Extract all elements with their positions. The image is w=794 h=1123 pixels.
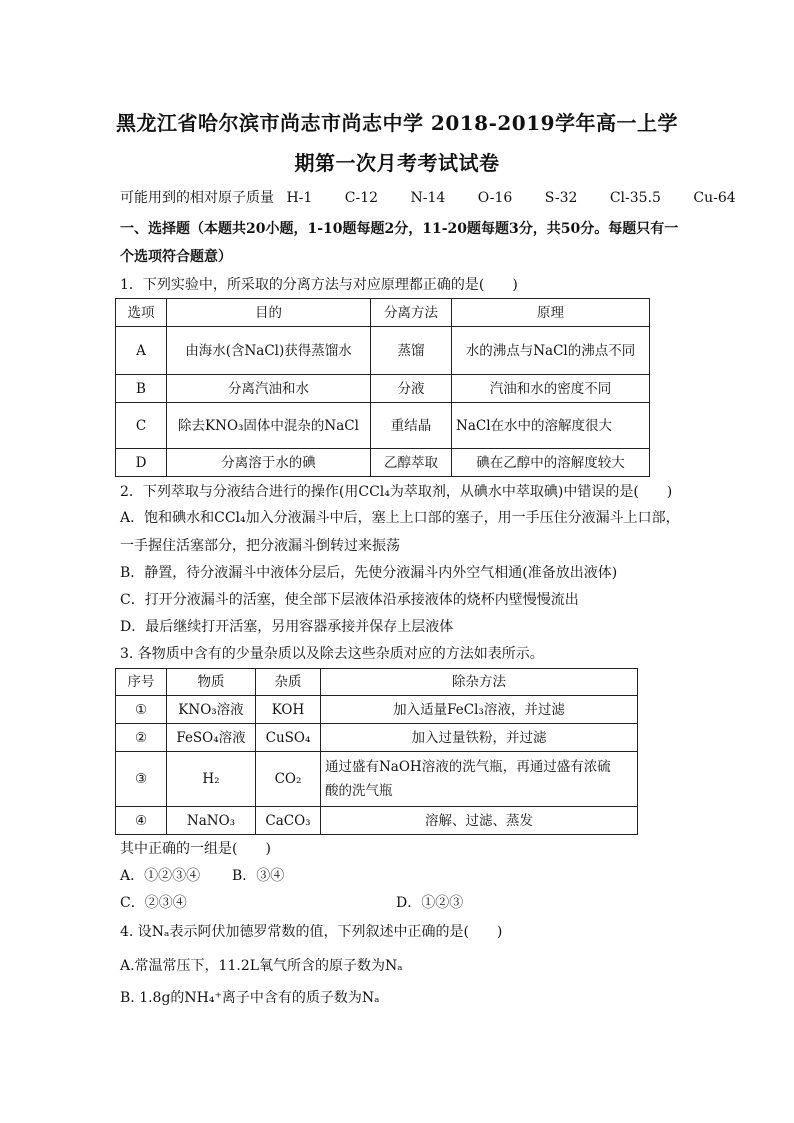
question-1-stem: 1．下列实验中，所采取的分离方法与对应原理都正确的是( ): [120, 277, 518, 293]
question-3-follow: 其中正确的一组是( ): [120, 841, 271, 857]
table-cell: H₂: [167, 752, 256, 807]
atomic-mass-item: S-32: [544, 190, 578, 206]
table-header-cell: 分离方法: [371, 299, 452, 327]
table-cell: NaCl在水中的溶解度很大: [452, 403, 650, 449]
atomic-mass-item: Cu-64: [693, 190, 736, 206]
table-cell: 溶解、过滤、蒸发: [321, 807, 638, 835]
table-cell: CuSO₄: [256, 724, 321, 752]
question-1-table: [115, 298, 650, 477]
table-cell: ④: [116, 807, 167, 835]
table-row: [116, 449, 650, 477]
table-cell: D: [116, 449, 167, 477]
question-4-stem: 4. 设Nₐ表示阿伏加德罗常数的值，下列叙述中正确的是( ): [120, 924, 503, 940]
table-cell: 乙醇萃取: [371, 449, 452, 477]
atomic-masses: [120, 187, 764, 207]
table-header-cell: 原理: [452, 299, 650, 327]
table-cell: 分离汽油和水: [167, 375, 371, 403]
table-row: [116, 752, 638, 807]
question-3-option-b: B．③④: [232, 868, 285, 884]
question-3-stem: 3. 各物质中含有的少量杂质以及除去这些杂质对应的方法如表所示。: [120, 646, 544, 662]
question-2-option-d: D．最后继续打开活塞，另用容器承接并保存上层液体: [120, 619, 454, 635]
table-cell: A: [116, 327, 167, 375]
table-row: [116, 327, 650, 375]
atomic-mass-item: C-12: [344, 190, 379, 206]
exam-title-line1: 黑龙江省哈尔滨市尚志市尚志中学 2018-2019学年高一上学: [115, 111, 679, 135]
question-3-option-d: D．①②③: [396, 895, 464, 911]
table-row: [116, 724, 638, 752]
section-heading-line1: 一、选择题（本题共20小题，1-10题每题2分，11-20题每题3分，共50分。每题只有一: [120, 221, 679, 237]
table-cell: ②: [116, 724, 167, 752]
atomic-masses-label: 可能用到的相对原子质量: [120, 190, 274, 206]
table-cell: CO₂: [256, 752, 321, 807]
question-4-option-b: B. 1.8g的NH₄⁺离子中含有的质子数为Nₐ: [120, 990, 380, 1006]
table-cell: 水的沸点与NaCl的沸点不同: [452, 327, 650, 375]
question-4-option-a: A.常温常压下，11.2L氧气所含的原子数为Nₐ: [120, 958, 403, 974]
table-header-cell: 杂质: [256, 669, 321, 696]
table-cell-multiline: [321, 752, 638, 807]
table-cell: KNO₃溶液: [167, 696, 256, 724]
question-2-option-b: B．静置，待分液漏斗中液体分层后，先使分液漏斗内外空气相通(准备放出液体): [120, 565, 618, 581]
cell-line: 通过盛有NaOH溶液的洗气瓶，再通过盛有浓硫: [325, 759, 611, 775]
table-cell: 碘在乙醇中的溶解度较大: [452, 449, 650, 477]
exam-title-line2: 期第一次月考考试试卷: [294, 151, 500, 175]
table-cell: 除去KNO₃固体中混杂的NaCl: [167, 403, 371, 449]
table-cell: NaNO₃: [167, 807, 256, 835]
table-cell: 加入过量铁粉，并过滤: [321, 724, 638, 752]
table-cell: 汽油和水的密度不同: [452, 375, 650, 403]
question-3-table: [115, 668, 638, 835]
question-2-stem: 2．下列萃取与分液结合进行的操作(用CCl₄为萃取剂，从碘水中萃取碘)中错误的是( ): [120, 484, 673, 500]
table-cell: C: [116, 403, 167, 449]
atomic-mass-item: N-14: [410, 190, 446, 206]
table-cell: ③: [116, 752, 167, 807]
table-header-cell: 物质: [167, 669, 256, 696]
table-cell: 重结晶: [371, 403, 452, 449]
table-cell: 由海水(含NaCl)获得蒸馏水: [167, 327, 371, 375]
table-row: [116, 807, 638, 835]
table-cell: CaCO₃: [256, 807, 321, 835]
table-row: [116, 375, 650, 403]
table-header-cell: 选项: [116, 299, 167, 327]
table-cell: FeSO₄溶液: [167, 724, 256, 752]
table-row: [116, 696, 638, 724]
table-cell: 蒸馏: [371, 327, 452, 375]
table-header-row: [116, 669, 638, 696]
section-heading-line2: 个选项符合题意）: [120, 249, 232, 265]
question-3-option-c: C．②③④: [120, 895, 187, 911]
table-cell: 加入适量FeCl₃溶液，并过滤: [321, 696, 638, 724]
question-2-option-a-line1: A．饱和碘水和CCl₄加入分液漏斗中后，塞上上口部的塞子，用一手压住分液漏斗上口部，: [120, 510, 680, 526]
question-2-option-c: C．打开分液漏斗的活塞，使全部下层液体沿承接液体的烧杯内壁慢慢流出: [120, 592, 579, 608]
question-2-option-a-line2: 一手握住活塞部分，把分液漏斗倒转过来振荡: [120, 538, 400, 554]
table-cell: 分离溶于水的碘: [167, 449, 371, 477]
table-header-cell: 序号: [116, 669, 167, 696]
table-cell: ①: [116, 696, 167, 724]
table-row: [116, 403, 650, 449]
table-header-cell: 目的: [167, 299, 371, 327]
atomic-mass-item: O-16: [477, 190, 513, 206]
table-cell: KOH: [256, 696, 321, 724]
atomic-mass-item: Cl-35.5: [609, 190, 661, 206]
table-header-row: [116, 299, 650, 327]
table-header-cell: 除杂方法: [321, 669, 638, 696]
atomic-mass-item: H-1: [286, 190, 313, 206]
cell-line: 酸的洗气瓶: [325, 783, 393, 799]
table-cell: 分液: [371, 375, 452, 403]
question-3-option-a: A．①②③④: [120, 868, 201, 884]
table-cell: B: [116, 375, 167, 403]
